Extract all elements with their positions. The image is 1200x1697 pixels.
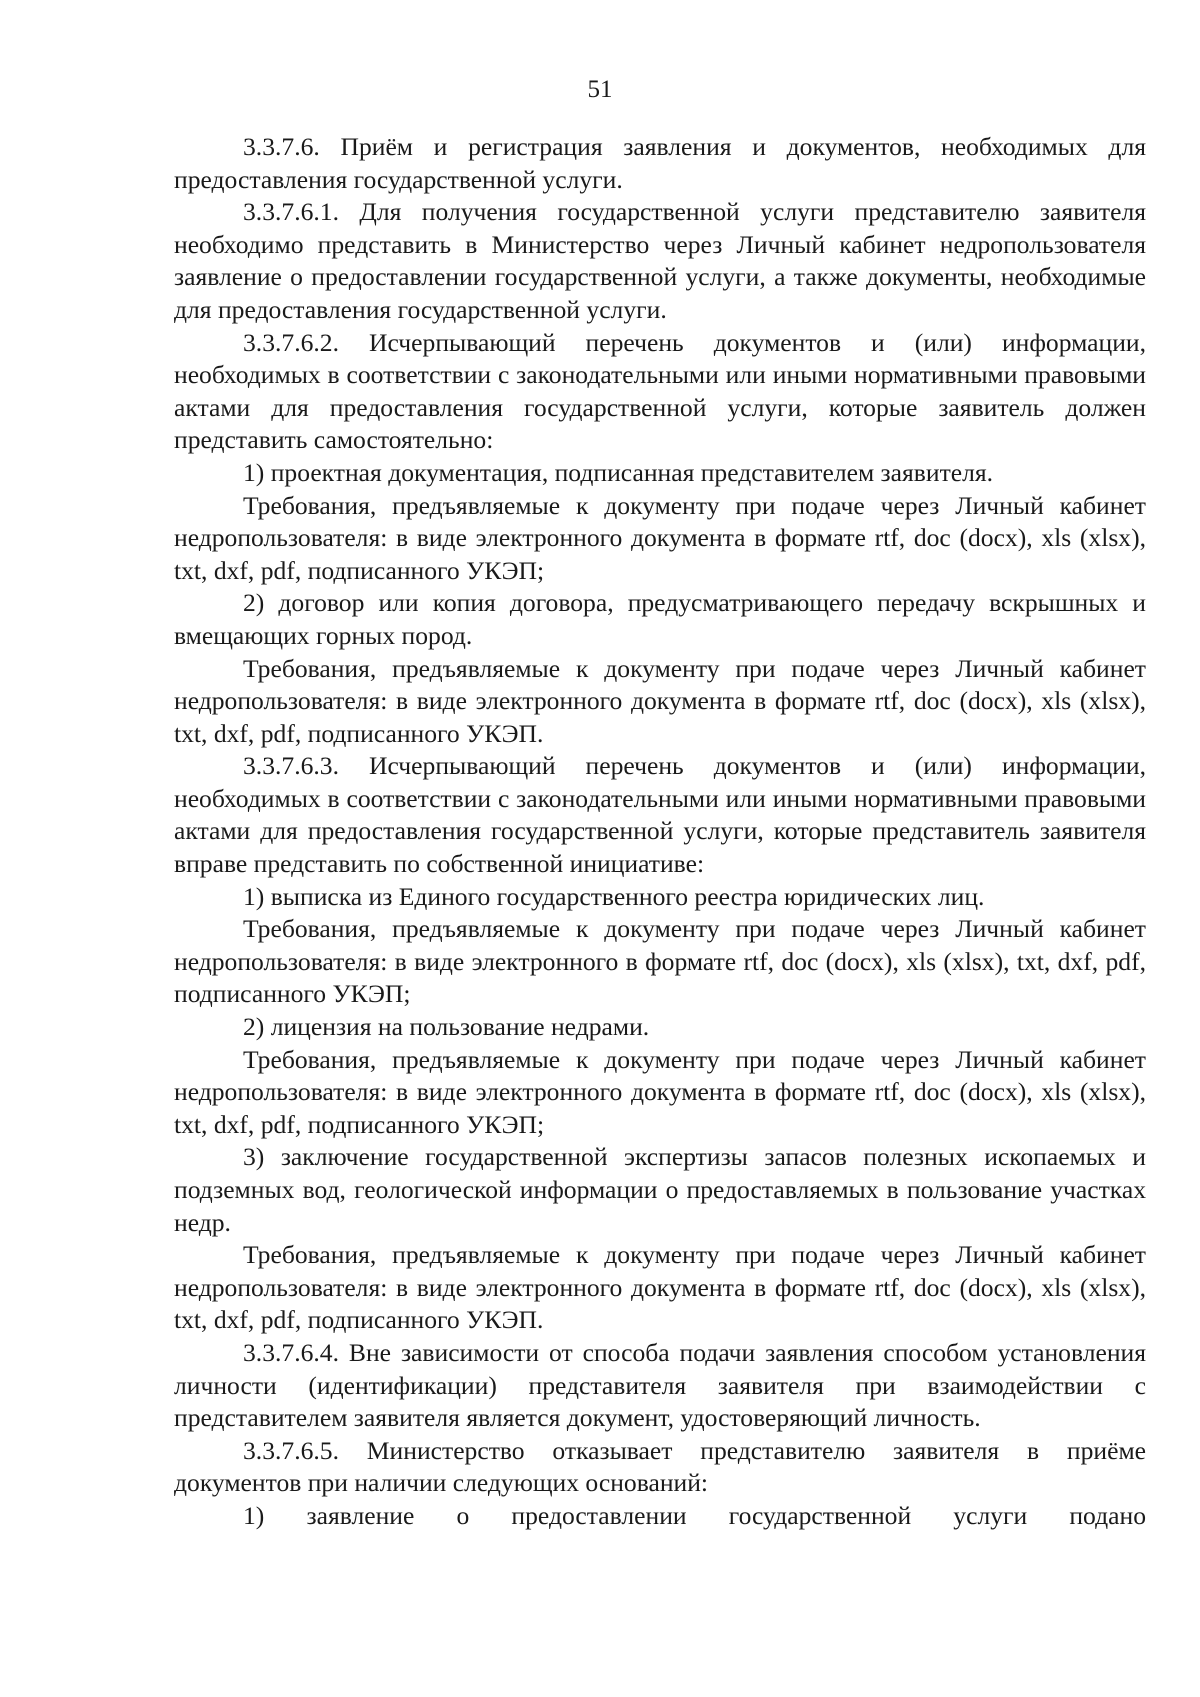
paragraph-3-3-7-6-3: 3.3.7.6.3. Исчерпывающий перечень документов и (или) информации, необходимых в соответствии с законодательными или иными нормативными правовыми актами для предоставления государственной услуги, которые представитель заявителя вправе представить по собственной инициативе: [174, 751, 1146, 879]
paragraph-3-3-7-6-2: 3.3.7.6.2. Исчерпывающий перечень документов и (или) информации, необходимых в соответствии с законодательными или иными нормативными правовыми актами для предоставления государственной услуги, которые заявитель должен представить самостоятельно: [174, 327, 1146, 455]
requirements-paragraph: Требования, предъявляемые к документу при подаче через Личный кабинет недропользователя: в виде электронного документа в формате rtf, doc (docx), xls (xlsx), txt, dxf, pdf, подписанного УКЭП. [174, 1240, 1146, 1335]
requirements-paragraph: Требования, предъявляемые к документу при подаче через Личный кабинет недропользователя: в виде электронного документа в формате rtf, doc (docx), xls (xlsx), txt, dxf, pdf, подписанного УКЭП; [174, 1044, 1146, 1139]
requirements-paragraph: Требования, предъявляемые к документу при подаче через Личный кабинет недропользователя: в виде электронного документа в формате rtf, doc (docx), xls (xlsx), txt, dxf, pdf, подписанного УКЭП; [174, 490, 1146, 585]
list-item-registry-extract: 1) выписка из Единого государственного реестра юридических лиц. [243, 881, 985, 911]
document-body [174, 131, 1146, 1533]
page-number: 51 [587, 76, 613, 103]
paragraph-3-3-7-6: 3.3.7.6. Приём и регистрация заявления и документов, необходимых для предоставления государственной услуги. [174, 132, 1146, 194]
paragraph-3-3-7-6-1: 3.3.7.6.1. Для получения государственной услуги представителю заявителя необходимо представить в Министерство через Личный кабинет недропользователя заявление о предоставлении государственной услуги, а также документы, необходимые для предоставления государственной услуги. [174, 197, 1146, 324]
requirements-paragraph: Требования, предъявляемые к документу при подаче через Личный кабинет недропользователя: в виде электронного в формате rtf, doc (docx), xls (xlsx), txt, dxf, pdf, подписанного УКЭП; [174, 914, 1146, 1009]
list-item-expertise-conclusion: 3) заключение государственной экспертизы запасов полезных ископаемых и подземных вод, геологической информации о предоставляемых в пользование участках недр. [174, 1142, 1146, 1237]
list-item-contract: 2) договор или копия договора, предусматривающего передачу вскрышных и вмещающих горных пород. [174, 588, 1146, 650]
list-item-refusal-ground-1: 1) заявление о предоставлении государственной услуги подано [243, 1500, 1146, 1530]
paragraph-3-3-7-6-5: 3.3.7.6.5. Министерство отказывает представителю заявителя в приёме документов при наличии следующих оснований: [174, 1435, 1146, 1498]
requirements-paragraph: Требования, предъявляемые к документу при подаче через Личный кабинет недропользователя: в виде электронного документа в формате rtf, doc (docx), xls (xlsx), txt, dxf, pdf, подписанного УКЭП. [174, 653, 1146, 748]
paragraph-3-3-7-6-4: 3.3.7.6.4. Вне зависимости от способа подачи заявления способом установления личности (идентификации) представителя заявителя при взаимодействии с представителем заявителя является документ, удостоверяющий личность. [174, 1337, 1146, 1433]
list-item-project-documentation: 1) проектная документация, подписанная представителем заявителя. [243, 457, 994, 487]
list-item-subsoil-license: 2) лицензия на пользование недрами. [243, 1012, 650, 1042]
